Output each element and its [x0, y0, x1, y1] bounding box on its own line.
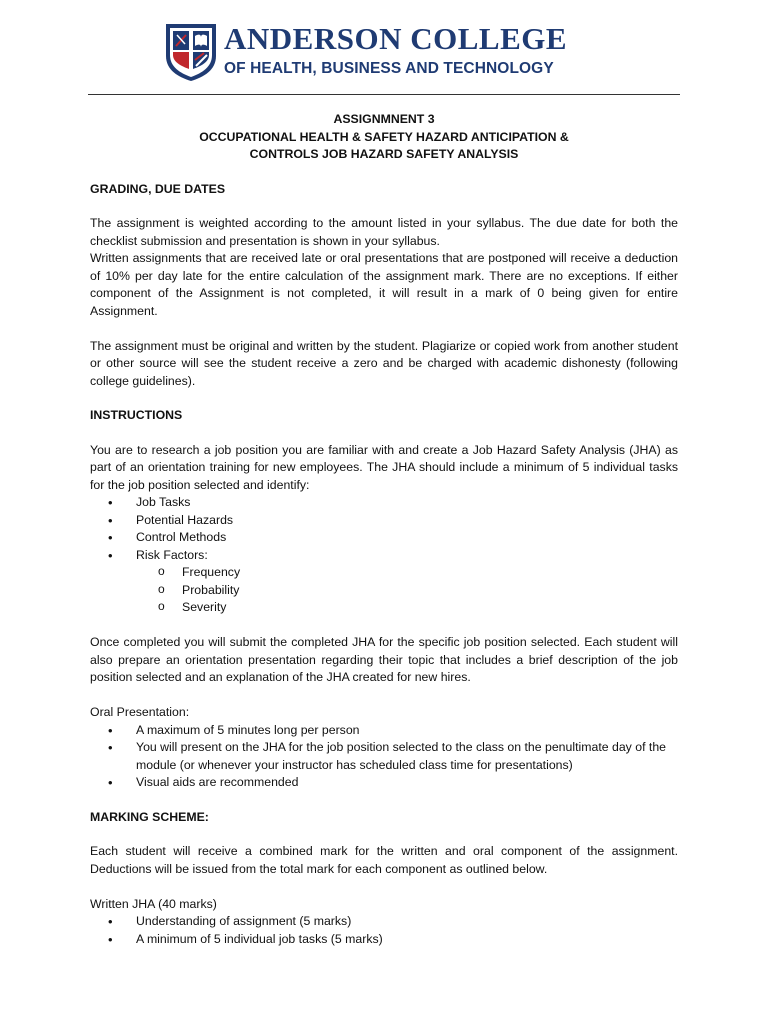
college-subtitle: OF HEALTH, BUSINESS AND TECHNOLOGY [224, 60, 554, 77]
risk-factors-list [136, 564, 678, 617]
list-item: • Job Tasks [136, 494, 678, 512]
assignment-title-line3: CONTROLS JOB HAZARD SAFETY ANALYSIS [249, 147, 519, 161]
oral-presentation-heading: Oral Presentation: [90, 705, 190, 719]
instructions-heading: INSTRUCTIONS [90, 408, 183, 422]
jha-elements-list [90, 494, 678, 617]
shield-crest-icon [164, 22, 218, 82]
list-item: o Probability [182, 582, 678, 600]
list-item: • Visual aids are recommended [136, 774, 678, 792]
list-item: • Control Methods [136, 529, 678, 547]
list-item: o Severity [182, 599, 678, 617]
college-name: ANDERSON COLLEGE [224, 21, 568, 56]
grading-paragraph-1: The assignment is weighted according to the amount listed in your syllabus. The due date for both the checklist submission and presentation is shown in your syllabus. [90, 216, 678, 248]
grading-paragraph-2: Written assignments that are received late or oral presentations that are postponed will receive a deduction of 10% per day late for the entire calculation of the assignment mark. There are no exceptions. If either component of the Assignment is not completed, it will result in a mark of 0 being given for entire Assignment. [90, 251, 678, 318]
list-item: • Potential Hazards [136, 512, 678, 530]
grading-heading: GRADING, DUE DATES [90, 181, 226, 196]
list-item: • Understanding of assignment (5 marks) [136, 913, 678, 931]
document-header [0, 0, 768, 96]
oral-presentation-list [90, 722, 678, 792]
list-item: • A maximum of 5 minutes long per person [136, 722, 678, 740]
assignment-title-line2: OCCUPATIONAL HEALTH & SAFETY HAZARD ANTICIPATION & [199, 129, 569, 144]
instructions-intro: You are to research a job position you are familiar with and create a Job Hazard Safety Analysis (JHA) as part of an orientation training for new employees. The JHA should include a minimum of 5 individual tasks for the job position selected and identify: [90, 442, 678, 492]
marking-paragraph: Each student will receive a combined mark for the written and oral component of the assignment. Deductions will be issued from the total mark for each component as outlined below. [90, 844, 678, 876]
list-item: o Frequency [182, 564, 678, 582]
assignment-title-line1: ASSIGNMNENT 3 [333, 112, 435, 126]
list-item: • You will present on the JHA for the job position selected to the class on the penultimate day of the module (or whenever your instructor has scheduled class time for presentations) [136, 739, 678, 774]
marking-heading: MARKING SCHEME: [90, 809, 209, 824]
grading-paragraph-3: The assignment must be original and written by the student. Plagiarize or copied work from another student or other source will see the student receive a zero and be charged with academic dishonesty (following college guidelines). [90, 338, 678, 388]
written-jha-heading: Written JHA (40 marks) [90, 896, 217, 911]
document-body [90, 111, 678, 948]
list-item: • A minimum of 5 individual job tasks (5 marks) [136, 931, 678, 949]
header-divider [88, 94, 680, 95]
written-jha-list [90, 913, 678, 948]
instructions-paragraph: Once completed you will submit the completed JHA for the specific job position selected. Each student will also prepare an orientation presentation regarding their topic that includes a brief description of the job position selected and an explanation of the JHA created for new hires. [90, 635, 678, 684]
list-item [136, 547, 678, 617]
list-item-label: Risk Factors: [136, 547, 208, 562]
